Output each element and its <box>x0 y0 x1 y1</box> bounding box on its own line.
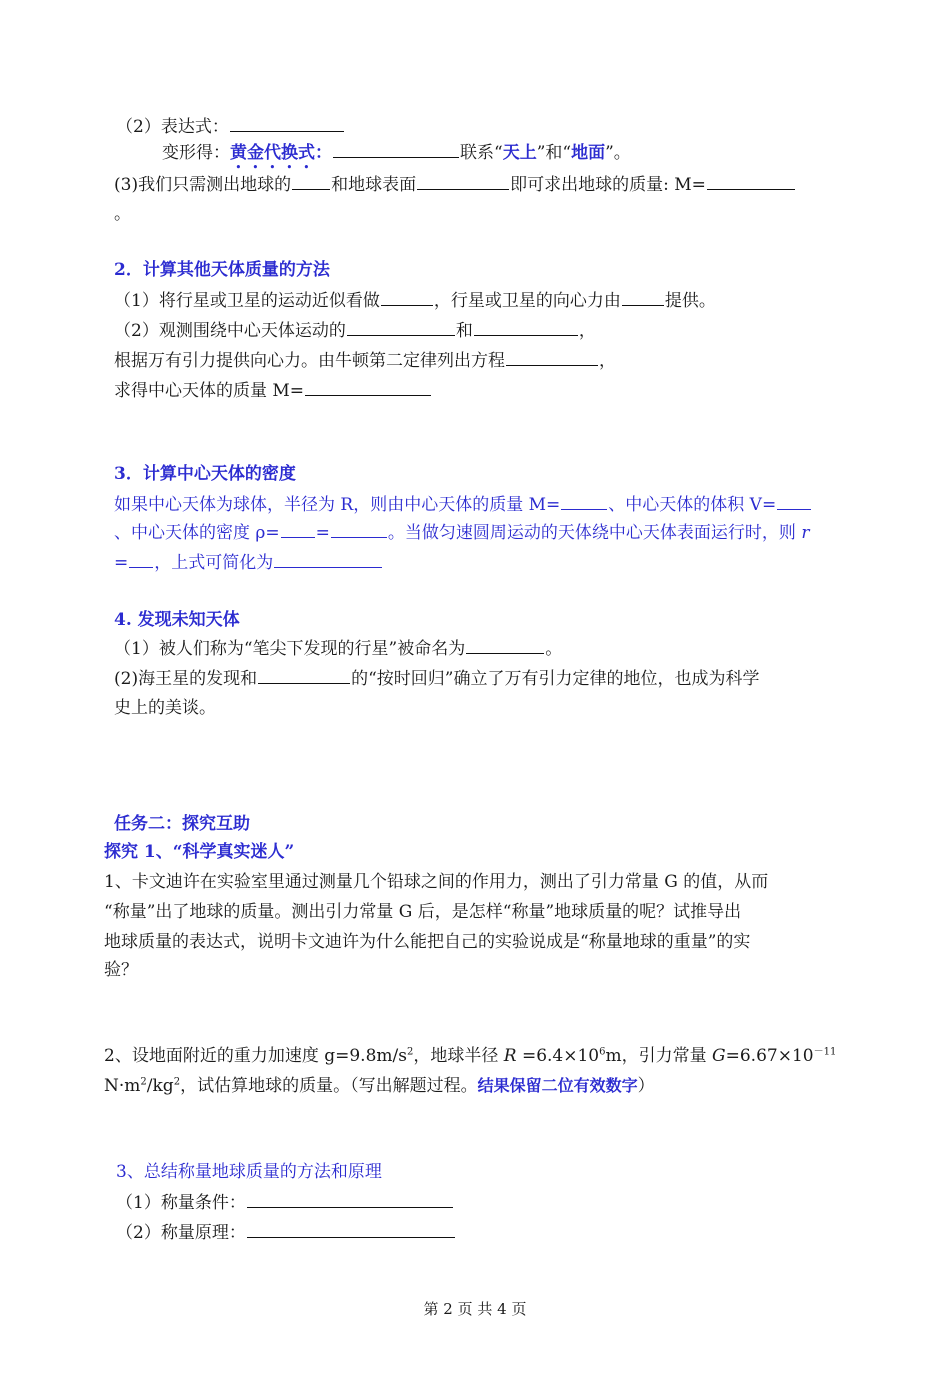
section-4-line-3: 史上的美谈。 <box>114 698 216 718</box>
section-2-line-1: （1）将行星或卫星的运动近似看做 ，行星或卫星的向心力由 提供。 <box>114 288 716 313</box>
earth-quantity-blank[interactable] <box>292 172 330 190</box>
section-3-line-1: 如果中心天体为球体，半径为 R，则由中心天体的质量 M= 、中心天体的体积 V= <box>114 492 812 517</box>
earth-mass-blank[interactable] <box>707 172 795 190</box>
section-2-line-4: 求得中心天体的质量 M= <box>114 378 432 403</box>
weighing-condition-blank[interactable] <box>247 1190 453 1208</box>
section-3-line-2: 、中心天体的密度 ρ= = 。当做匀速圆周运动的天体绕中心天体表面运行时，则 r <box>114 520 809 545</box>
question-3-line-1: （1）称量条件： <box>116 1190 454 1215</box>
motion-model-blank[interactable] <box>381 288 433 306</box>
section-4-line-1: （1）被人们称为“笔尖下发现的行星”被命名为 。 <box>114 636 562 661</box>
observe-quantity-2-blank[interactable] <box>474 318 578 336</box>
question-1-line-2: “称量”出了地球的质量。测出引力常量 G 后，是怎样“称量”地球质量的呢？试推导出 <box>104 902 742 922</box>
central-mass-blank[interactable] <box>305 378 431 396</box>
expression-line: （2）表达式： <box>116 114 345 139</box>
section-3-heading: 3．计算中心天体的密度 <box>114 464 296 484</box>
question-1-line-3: 地球质量的表达式，说明卡文迪许为什么能把自己的实验说成是“称量地球的重量”的实 <box>104 932 751 952</box>
measure-earth-line-end: 。 <box>114 204 131 224</box>
explore-1-heading: 探究 1、“科学真实迷人” <box>104 842 295 862</box>
question-1-line-4: 验？ <box>104 960 138 980</box>
density-formula-blank[interactable] <box>281 520 315 538</box>
section-2-line-2: （2）观测围绕中心天体运动的 和 ， <box>114 318 596 343</box>
density-result-blank[interactable] <box>331 520 387 538</box>
radius-equals-blank[interactable] <box>129 550 153 568</box>
planet-name-blank[interactable] <box>466 636 544 654</box>
section-4-heading: 4. 发现未知天体 <box>114 610 240 630</box>
centripetal-source-blank[interactable] <box>622 288 664 306</box>
question-3-heading: 3、总结称量地球质量的方法和原理 <box>116 1162 382 1182</box>
question-2-line-2: $N\cdot m^2/kg^2$，试估算地球的质量。（写出解题过程。结果保留二位有效数字） <box>104 1076 655 1096</box>
task-2-heading: 任务二：探究互助 <box>114 814 250 834</box>
section-2-heading: 2．计算其他天体质量的方法 <box>114 260 330 280</box>
simplified-formula-blank[interactable] <box>274 550 382 568</box>
expression-blank[interactable] <box>230 114 344 132</box>
section-4-line-2: (2)海王星的发现和 的“按时回归”确立了万有引力定律的地位，也成为科学 <box>114 666 759 691</box>
measure-earth-line: (3)我们只需测出地球的 和地球表面 即可求出地球的质量: M= <box>114 172 796 197</box>
density-volume-blank[interactable] <box>777 492 811 510</box>
question-1-line-1: 1、卡文迪许在实验室里通过测量几个铅球之间的作用力，测出了引力常量 G 的值，从而 <box>104 872 769 892</box>
golden-substitution-blank[interactable] <box>333 140 459 158</box>
section-3-line-3: = ，上式可简化为 <box>114 550 383 575</box>
page-footer: 第 2 页 共 4 页 <box>423 1300 527 1318</box>
equation-blank[interactable] <box>506 348 598 366</box>
earth-surface-blank[interactable] <box>417 172 509 190</box>
observe-quantity-1-blank[interactable] <box>347 318 455 336</box>
comet-blank[interactable] <box>258 666 350 684</box>
golden-substitution-line: 变形得：黄金代换式： 联系“天上”和“地面”。 <box>162 140 631 173</box>
section-2-line-3: 根据万有引力提供向心力。由牛顿第二定律列出方程 ， <box>114 348 616 373</box>
question-3-line-2: （2）称量原理： <box>116 1220 456 1245</box>
question-2-line-1: 2、设地面附近的重力加速度 $g=9.8m/s^2$，地球半径 $R =6.4\times 10^6m$，引力常量 $G=6.67\times 10^{-11}$ <box>104 1046 837 1066</box>
weighing-principle-blank[interactable] <box>247 1220 455 1238</box>
density-mass-blank[interactable] <box>561 492 607 510</box>
